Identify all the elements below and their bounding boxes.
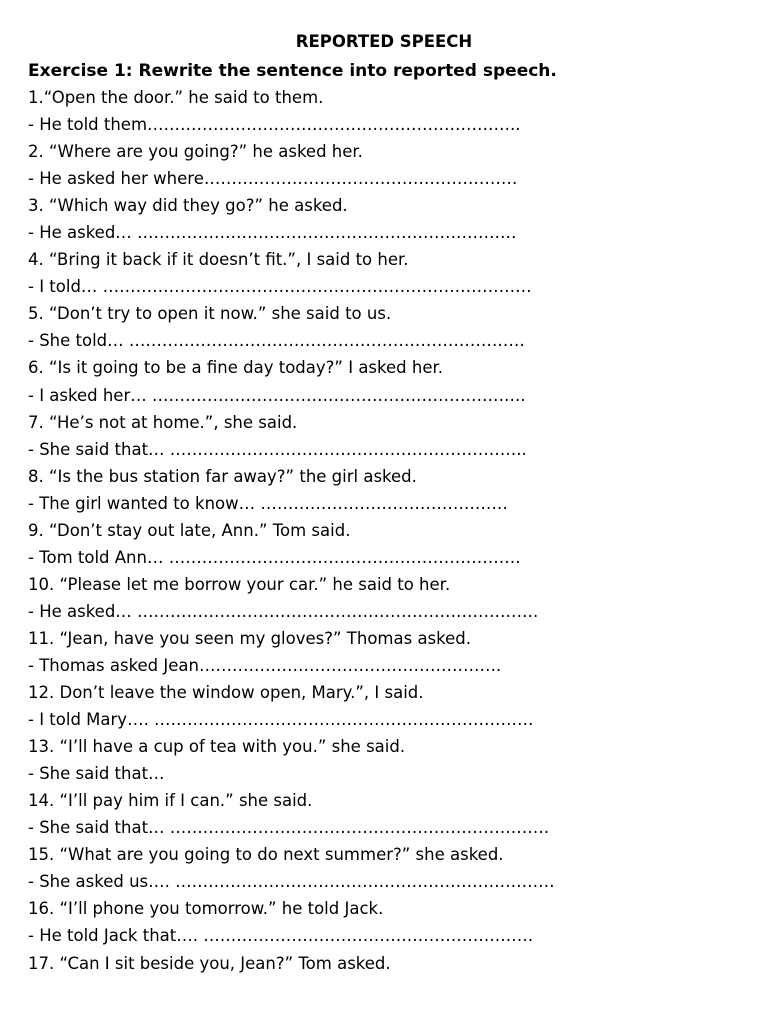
exercise-line: 14. “I’ll pay him if I can.” she said. [28, 791, 313, 811]
exercise-line: 3. “Which way did they go?” he asked. [28, 196, 348, 216]
exercise-line: 9. “Don’t stay out late, Ann.” Tom said. [28, 520, 351, 540]
exercise-line: - He asked… ………………………………………………………………. [28, 601, 539, 621]
exercise-line: 11. “Jean, have you seen my gloves?” Thomas asked. [28, 628, 471, 648]
exercise-line: 5. “Don’t try to open it now.” she said to us. [28, 304, 392, 324]
exercise-line: 16. “I’ll phone you tomorrow.” he told Jack. [28, 899, 384, 919]
exercise-line: - I told Mary…. …………………………………………………………… [28, 710, 534, 730]
exercise-line: - Tom told Ann… ………………………………………………………. [28, 547, 521, 567]
exercise-heading: Exercise 1: Rewrite the sentence into reported speech. [28, 61, 557, 81]
exercise-line: 2. “Where are you going?” he asked her. [28, 142, 363, 162]
exercise-line: - He told them………………………………………………………….. [28, 115, 521, 135]
exercise-line: 12. Don’t leave the window open, Mary.”, I said. [28, 683, 424, 703]
exercise-line: - She said that… ……………………………………………………….. [28, 439, 527, 459]
exercise-line: - He asked her where………………………………………………… [28, 169, 518, 189]
exercise-line: - He asked… …………………………………………………………… [28, 223, 517, 243]
exercise-line: - I told… …………………………………………………………………… [28, 277, 532, 297]
exercise-line: - She said that… [28, 764, 165, 784]
exercise-line: - She told… ……………………………………………………………… [28, 331, 525, 351]
exercise-line: 4. “Bring it back if it doesn’t fit.”, I said to her. [28, 250, 409, 270]
exercise-line: 10. “Please let me borrow your car.” he said to her. [28, 574, 451, 594]
exercise-line: - Thomas asked Jean………………………………………………. [28, 655, 502, 675]
exercise-line: 17. “Can I sit beside you, Jean?” Tom asked. [28, 953, 391, 973]
exercise-line: 15. “What are you going to do next summer?” she asked. [28, 845, 504, 865]
exercise-line: 1.“Open the door.” he said to them. [28, 88, 324, 107]
exercise-line: - She asked us…. …………………………………………………………… [28, 872, 555, 892]
exercise-lines [28, 86, 758, 979]
exercise-line: 13. “I’ll have a cup of tea with you.” she said. [28, 737, 406, 757]
exercise-line: - The girl wanted to know… ……………………………………… [28, 493, 508, 513]
exercise-line: - He told Jack that…. …………………………………………………… [28, 926, 534, 946]
exercise-line: 8. “Is the bus station far away?” the girl asked. [28, 466, 417, 486]
exercise-line: - I asked her… ………………………………………………………….. [28, 385, 526, 405]
document-title: REPORTED SPEECH [295, 32, 473, 51]
exercise-line: - She said that… …………………………………………………………… [28, 818, 550, 838]
exercise-line: 7. “He’s not at home.”, she said. [28, 412, 298, 432]
exercise-line: 6. “Is it going to be a fine day today?” I asked her. [28, 358, 443, 378]
